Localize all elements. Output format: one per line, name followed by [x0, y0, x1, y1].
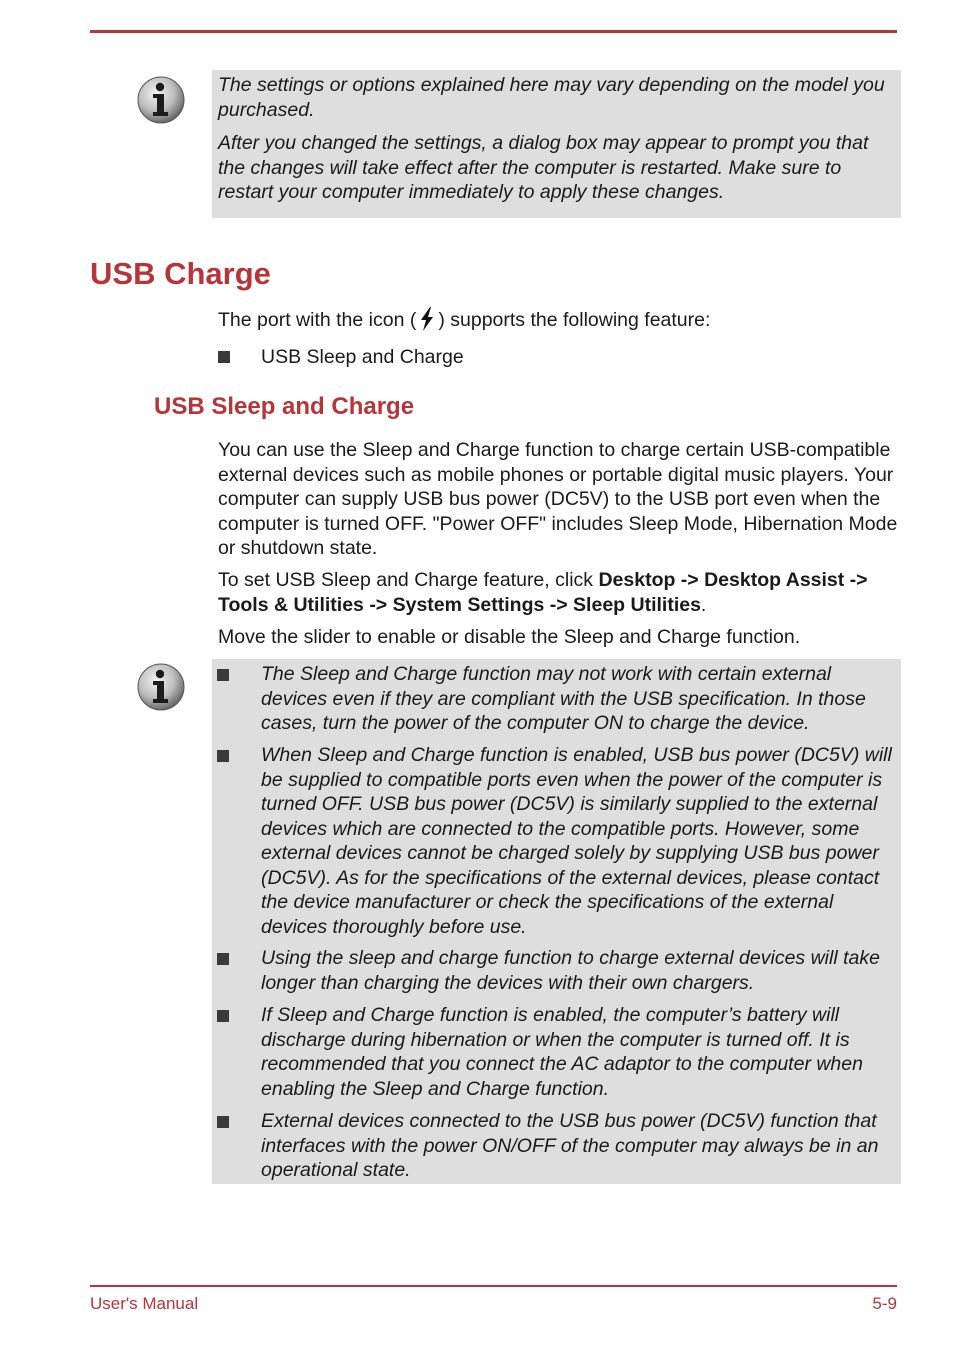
- bottom-rule: [90, 1285, 897, 1287]
- bullet-square-icon: [217, 953, 229, 965]
- slider-instruction: Move the slider to enable or disable the Sleep and Charge function.: [218, 626, 801, 648]
- top-rule: [90, 30, 897, 33]
- note-box-settings: [212, 70, 901, 218]
- bullet-square-icon: [217, 1116, 229, 1128]
- note-item-text: The Sleep and Charge function may not work with certain external devices even if they are compliant with the USB specification. In those cases, turn the power of the computer ON to charge the device.: [261, 663, 866, 734]
- note-paragraph: After you changed the settings, a dialog box may appear to prompt you that the changes will take effect after the computer is restarted. Make sure to restart your computer immediately to apply these changes.: [218, 132, 869, 203]
- info-icon: [136, 75, 186, 125]
- instructions-text: To set USB Sleep and Charge feature, click: [218, 569, 599, 591]
- note-list-item: [261, 1003, 895, 1101]
- instructions-end: .: [700, 593, 707, 616]
- info-icon: [136, 662, 186, 712]
- section-title: USB Charge: [90, 256, 271, 291]
- usb-charge-lightning-icon: [416, 306, 438, 332]
- feature-list-item: USB Sleep and Charge: [261, 346, 464, 368]
- note-item-text: If Sleep and Charge function is enabled, the computer’s battery will discharge during hibernation or when the computer is turned off. It is recommended that you connect the AC adaptor to the computer when enabling the Sleep and Charge function.: [261, 1004, 863, 1100]
- bullet-square-icon: [217, 1010, 229, 1022]
- footer-page-number: 5-9: [872, 1294, 897, 1313]
- footer-manual-title: User's Manual: [90, 1294, 199, 1313]
- note-list-item: [261, 946, 895, 995]
- bullet-square-icon: [217, 750, 229, 762]
- intro-text-after: ) supports the following feature:: [438, 309, 711, 331]
- subsection-title: USB Sleep and Charge: [154, 393, 415, 420]
- note-list-item: [261, 743, 895, 939]
- note-list-item: [261, 1109, 895, 1183]
- intro-paragraph: [218, 306, 898, 333]
- description-paragraph: You can use the Sleep and Charge function to charge certain USB-compatible external devices such as mobile phones or portable digital music players. Your computer can supply USB bus power (DC5V) to the USB port even when the computer is turned OFF. "Power OFF" includes Sleep Mode, Hibernation Mode or shutdown state.: [218, 439, 898, 559]
- note-item-text: External devices connected to the USB bus power (DC5V) function that interfaces with the power ON/OFF of the computer may always be in an operational state.: [261, 1110, 879, 1181]
- note-item-text: Using the sleep and charge function to charge external devices will take longer than charging the devices with their own chargers.: [261, 947, 880, 994]
- note-box-sleep-charge: [212, 659, 901, 1184]
- note-paragraph: The settings or options explained here may vary depending on the model you purchased.: [218, 74, 885, 121]
- instructions-paragraph: [218, 568, 898, 617]
- intro-text-before: The port with the icon (: [218, 309, 417, 331]
- bullet-square-icon: [218, 351, 230, 363]
- bullet-square-icon: [217, 669, 229, 681]
- note-item-text: When Sleep and Charge function is enabled, USB bus power (DC5V) will be supplied to compatible ports even when the power of the computer is turned OFF. USB bus power (DC5V) is similarly supplied to the external devices which are connected to the compatible ports. However, some external devices cannot be charged solely by supplying USB bus power (DC5V). As for the specifications of the external devices, please contact the device manufacturer or check the specifications of the external devices thoroughly before use.: [261, 744, 892, 938]
- menu-path: Desktop -> Desktop Assist -> Tools & Utilities -> System Settings -> Sleep Utilities: [218, 569, 868, 616]
- note-list-item: [261, 662, 895, 736]
